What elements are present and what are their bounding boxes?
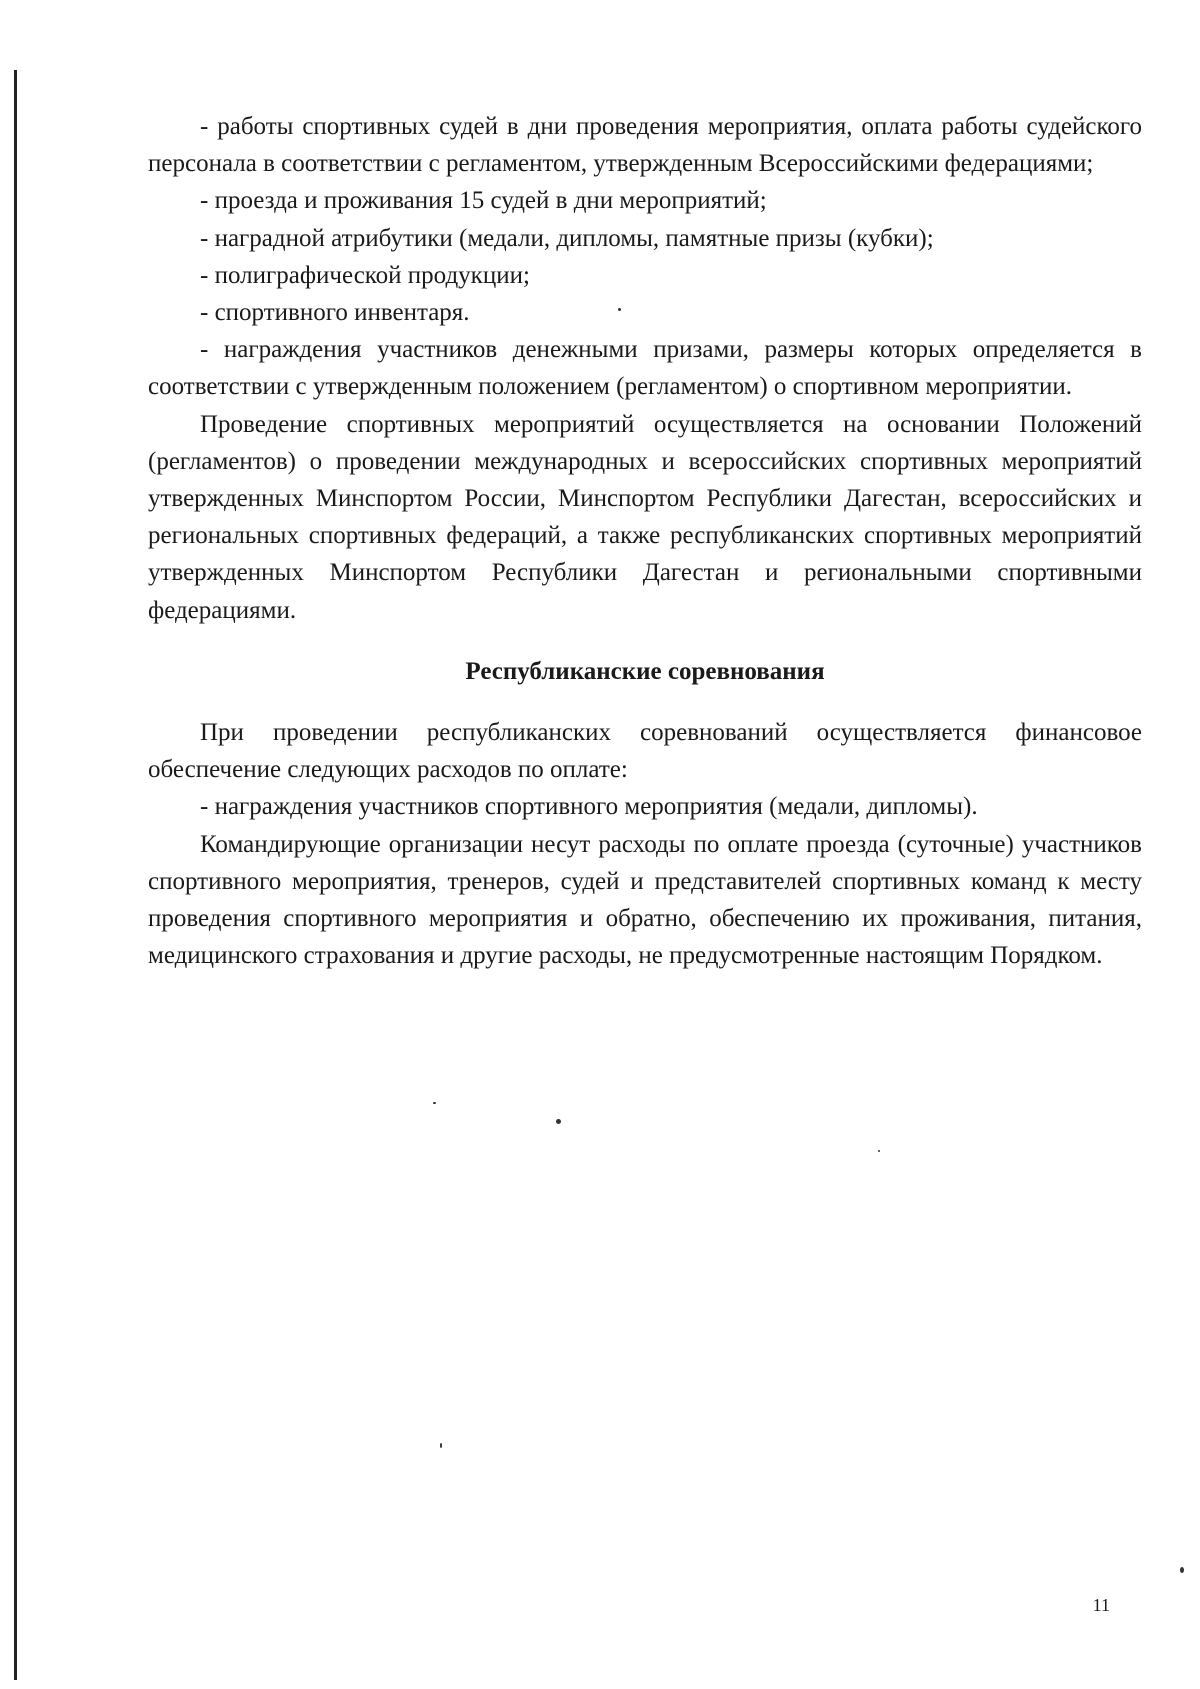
- section-heading: Республиканские соревнования: [465, 657, 825, 685]
- paragraph-equipment: - спортивного инвентаря.: [200, 299, 470, 327]
- paragraph-judges-work: - работы спортивных судей в дни проведения мероприятия, оплата работы судейского персонала в соответствии с регламентом, утвержденным Всероссийскими федерациями;: [148, 113, 1142, 178]
- document-body: [148, 108, 1142, 974]
- paragraph-printing: - полиграфической продукции;: [200, 261, 530, 289]
- paragraph-events-basis: Проведение спортивных мероприятий осуществляется на основании Положений (регламентов) о проведении международных и всероссийских спортивных мероприятий утвержденных Минспортом России, Минспортом Республики Дагестан, всероссийских и региональных спортивных федераций, а также республиканских спортивных мероприятий утвержденных Минспортом Республики Дагестан и региональными спортивными федерациями.: [148, 410, 1142, 624]
- paragraph-republic-financing: При проведении республиканских соревнований осуществляется финансовое обеспечение следующих расходов по оплате:: [148, 719, 1142, 784]
- paragraph-travel: - проезда и проживания 15 судей в дни мероприятий;: [200, 187, 767, 215]
- scan-speck: [556, 1119, 561, 1124]
- scan-speck: [1180, 1567, 1184, 1573]
- scan-speck: [878, 1150, 880, 1152]
- paragraph-republic-awards: - награждения участников спортивного мероприятия (медали, дипломы).: [200, 793, 978, 821]
- page-number: 11: [1092, 1595, 1110, 1615]
- scan-edge-line: [14, 70, 17, 1680]
- scan-speck: [618, 308, 621, 311]
- scan-speck: [433, 1102, 436, 1104]
- scan-speck: [440, 1443, 442, 1448]
- paragraph-sending-organizations: Командирующие организации несут расходы по оплате проезда (суточные) участников спортивного мероприятия, тренеров, судей и представителей спортивных команд к месту проведения спортивного мероприятия и обратно, обеспечению их проживания, питания, медицинского страхования и другие расходы, не предусмотренные настоящим Порядком.: [148, 830, 1142, 970]
- paragraph-awards: - наградной атрибутики (медали, дипломы, памятные призы (кубки);: [200, 224, 934, 252]
- paragraph-cash-prizes: - награждения участников денежными призами, размеры которых определяется в соответствии с утвержденным положением (регламентом) о спортивном мероприятии.: [148, 336, 1142, 401]
